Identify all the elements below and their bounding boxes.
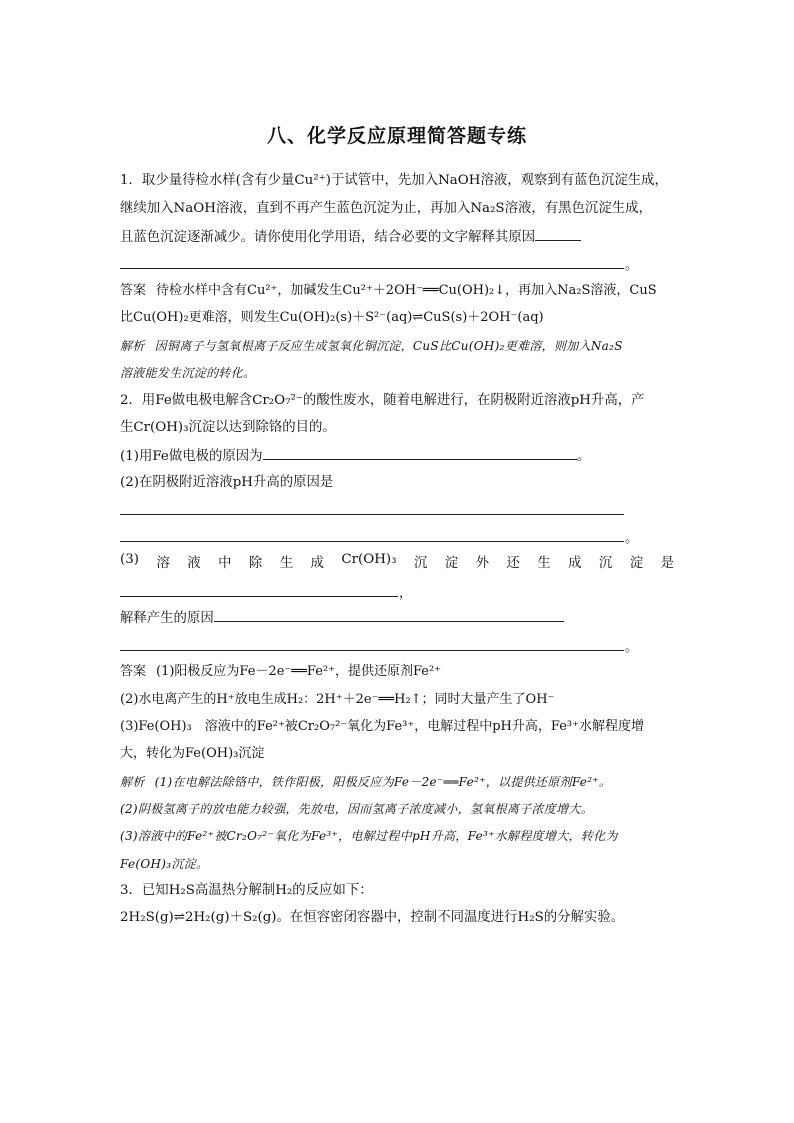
q2-part-3-word: 沉 — [413, 556, 428, 571]
q1-answer-text-1: 待检水样中含有Cu²⁺，加碱发生Cu²⁺＋2OH⁻══Cu(OH)₂↓，再加入Na₂S溶液，CuS — [156, 283, 657, 298]
q2-part-1-period: 。 — [576, 449, 590, 464]
q2-part-3-blank — [120, 596, 398, 597]
q2-part-1-text: (1)用Fe做电极的原因为 — [120, 449, 263, 464]
q2-answer-line-4: 大，转化为Fe(OH)₃沉淀 — [120, 746, 265, 761]
q2-explain-line-4: Fe(OH)₃沉淀。 — [120, 857, 209, 871]
q3-line-2: 2H₂S(g)⇌2H₂(g)＋S₂(g)。在恒容密闭容器中，控制不同温度进行H₂S的分解实验。 — [120, 910, 625, 925]
q2-part-3-word: 生 — [537, 556, 551, 571]
q2-part-2: (2)在阴极附近溶液pH升高的原因是 — [120, 475, 334, 490]
q2-answer-tag: 答案 — [120, 664, 147, 679]
q2-part-3-reason-blank — [214, 609, 564, 622]
q2-part-3-reason-text: 解释产生的原因 — [120, 611, 214, 626]
q1-line-3-text: 且蓝色沉淀逐渐减少。请你使用化学用语，结合必要的文字解释其原因 — [120, 230, 536, 245]
q2-part-3-word: 生 — [279, 556, 294, 571]
q2-part-3-word: 是 — [660, 556, 674, 571]
q2-part-3-reason — [120, 609, 564, 628]
q2-part-3-word: 溶 — [156, 556, 170, 571]
q2-explain-text-1: (1)在电解法除铬中，铁作阳极，阳极反应为Fe－2e⁻══Fe²⁺，以提供还原剂Fe²⁺。 — [154, 775, 612, 789]
q2-part-3-line — [120, 552, 674, 571]
q2-answer-text-1: (1)阳极反应为Fe－2e⁻══Fe²⁺，提供还原剂Fe²⁺ — [156, 664, 442, 679]
q2-part-3-word: 外 — [475, 556, 489, 571]
q1-answer-line — [120, 268, 624, 269]
q2-part-3-word: 沉 — [598, 556, 613, 571]
q2-explain-line-2: (2)阴极氢离子的放电能力较强，先放电，因而氢离子浓度减小，氢氧根离子浓度增大。 — [120, 802, 594, 816]
q2-part-3-word: Cr(OH)₃ — [341, 552, 397, 567]
q2-part-3-word: 淀 — [444, 556, 459, 571]
q1-period: 。 — [625, 258, 639, 273]
q3-line-1: 3．已知H₂S高温热分解制H₂的反应如下： — [120, 883, 373, 898]
q2-part-2-line-2 — [120, 541, 624, 542]
q2-part-2-period: 。 — [625, 531, 639, 546]
q2-answer-line-1 — [120, 663, 441, 681]
q2-part-3-period: 。 — [625, 640, 639, 655]
q1-line-1: 1．取少量待检水样(含有少量Cu²⁺)于试管中，先加入NaOH溶液，观察到有蓝色沉淀生成， — [120, 173, 668, 188]
q2-part-1-blank — [263, 447, 577, 460]
page-title: 八、化学反应原理简答题专练 — [266, 125, 527, 147]
q2-part-3-word: 成 — [568, 556, 582, 571]
q1-line-2: 继续加入NaOH溶液，直到不再产生蓝色沉淀为止，再加入Na₂S溶液，有黑色沉淀生成， — [120, 201, 652, 216]
q2-explain-tag: 解析 — [120, 775, 145, 789]
q2-explain-line-1 — [120, 773, 611, 791]
q2-part-1 — [120, 447, 590, 466]
q1-explain-line-2: 溶液能发生沉淀的转化。 — [120, 366, 256, 380]
q2-part-3-word: 成 — [310, 556, 324, 571]
q2-answer-line-2: (2)水电离产生的H⁺放电生成H₂：2H⁺＋2e⁻══H₂↑；同时大量产生了OH⁻ — [120, 692, 555, 707]
q2-part-2-line-1 — [120, 514, 624, 515]
q2-part-3-word: (3) — [120, 552, 139, 567]
q2-explain-line-3: (3)溶液中的Fe²⁺被Cr₂O₇²⁻氧化为Fe³⁺，电解过程中pH升高，Fe³⁺水解程度增大，转化为 — [120, 829, 618, 843]
q2-part-3-word: 除 — [248, 556, 263, 571]
q1-explain-text-1: 因铜离子与氢氧根离子反应生成氢氧化铜沉淀，CuS比Cu(OH)₂更难溶，则加入Na₂S — [154, 339, 623, 353]
q1-answer-tag: 答案 — [120, 283, 147, 298]
q1-blank — [535, 228, 581, 241]
q2-answer-line-3: (3)Fe(OH)₃ 溶液中的Fe²⁺被Cr₂O₇²⁻氧化为Fe³⁺，电解过程中pH升高，Fe³⁺水解程度增 — [120, 719, 644, 734]
q1-line-3 — [120, 228, 581, 247]
q1-answer-line-1 — [120, 282, 657, 300]
q2-line-1: 2．用Fe做电极电解含Cr₂O₇²⁻的酸性废水，随着电解进行，在阴极附近溶液pH升高，产 — [120, 393, 645, 408]
q1-explain-line-1 — [120, 337, 623, 355]
q2-part-3-word: 液 — [187, 556, 201, 571]
q2-part-3-word: 淀 — [629, 556, 644, 571]
q2-part-3-word: 中 — [218, 556, 232, 571]
q2-part-3-word: 还 — [506, 556, 520, 571]
q2-part-3-comma: ， — [399, 586, 413, 601]
q2-part-3-answer-line — [120, 650, 624, 651]
q1-answer-line-2: 比Cu(OH)₂更难溶，则发生Cu(OH)₂(s)＋S²⁻(aq)⇌CuS(s)＋2OH⁻(aq) — [120, 310, 544, 325]
q2-line-2: 生Cr(OH)₃沉淀以达到除铬的目的。 — [120, 420, 336, 435]
q1-explain-tag: 解析 — [120, 339, 145, 353]
